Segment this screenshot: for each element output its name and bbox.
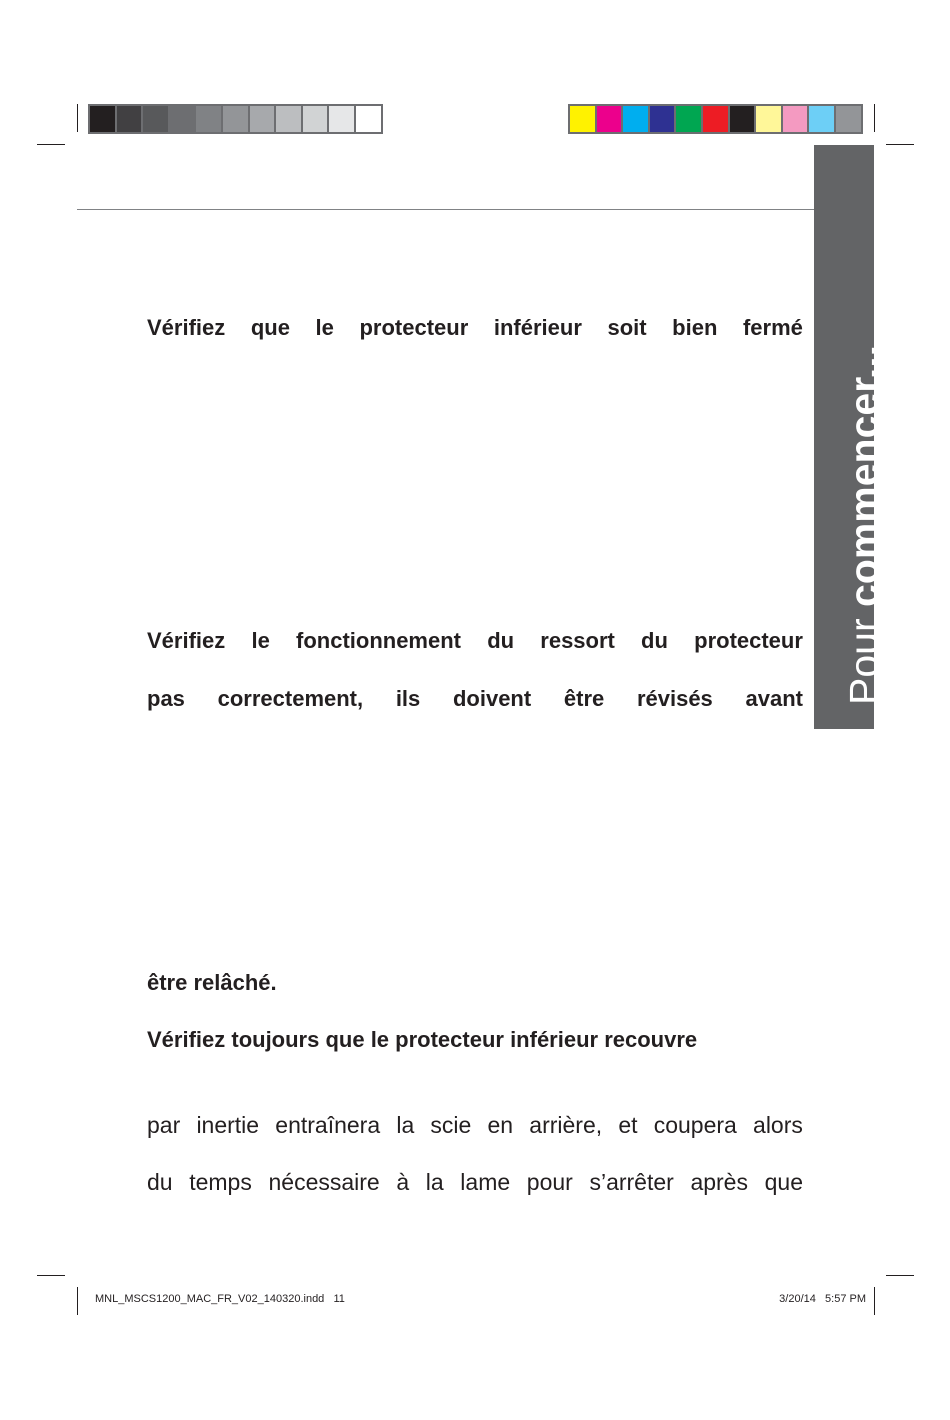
color-swatch — [170, 106, 195, 132]
word: le — [251, 628, 270, 653]
word: lame — [460, 1169, 511, 1195]
word: que — [250, 315, 290, 340]
color-swatch — [117, 106, 142, 132]
process-color-bar — [568, 104, 863, 134]
word: temps — [189, 1169, 252, 1195]
color-swatch — [223, 106, 248, 132]
crop-mark — [874, 1287, 875, 1315]
word: que — [764, 1169, 803, 1195]
color-swatch — [329, 106, 354, 132]
word: et — [618, 1112, 638, 1138]
crop-mark — [77, 104, 78, 132]
word: après — [690, 1169, 748, 1195]
word: protecteur — [359, 315, 469, 340]
word: Vérifiez — [147, 315, 226, 340]
word: bien — [672, 315, 718, 340]
color-swatch — [836, 106, 861, 132]
color-swatch — [570, 106, 595, 132]
body-line: Vérifiez toujours que le protecteur inférieur recouvre — [147, 1027, 698, 1052]
color-swatch — [303, 106, 328, 132]
word: du — [641, 628, 668, 653]
color-swatch — [623, 106, 648, 132]
color-swatch — [143, 106, 168, 132]
word: pas — [147, 686, 185, 711]
body-line: être relâché. — [147, 970, 277, 995]
header-rule — [77, 209, 814, 210]
crop-mark — [874, 104, 875, 132]
color-swatch — [730, 106, 755, 132]
word: inertie — [196, 1112, 260, 1138]
word: du — [147, 1169, 173, 1195]
section-tab-title-light: Pour — [841, 607, 887, 705]
word: le — [315, 315, 334, 340]
word: doivent — [452, 686, 532, 711]
color-swatch — [196, 106, 221, 132]
word: arrière, — [529, 1112, 603, 1138]
section-tab-title-bold: commencer... — [841, 344, 887, 607]
word: être — [563, 686, 605, 711]
word: inférieur — [493, 315, 582, 340]
color-swatch — [597, 106, 622, 132]
body-line — [147, 628, 803, 654]
color-swatch — [783, 106, 808, 132]
word: s’arrêter — [589, 1169, 674, 1195]
slug-filename: MNL_MSCS1200_MAC_FR_V02_140320.indd 11 — [95, 1293, 345, 1305]
word: correctement, — [217, 686, 364, 711]
color-swatch — [676, 106, 701, 132]
color-swatch — [276, 106, 301, 132]
color-swatch — [650, 106, 675, 132]
word: ressort — [540, 628, 615, 653]
word: la — [396, 1112, 415, 1138]
color-swatch — [703, 106, 728, 132]
word: révisés — [636, 686, 713, 711]
word: coupera — [653, 1112, 737, 1138]
word: protecteur — [694, 628, 803, 653]
word: pour — [526, 1169, 573, 1195]
color-swatch — [756, 106, 781, 132]
word: entraînera — [275, 1112, 381, 1138]
body-line — [147, 1169, 803, 1195]
crop-mark — [886, 144, 914, 145]
word: fonctionnement — [296, 628, 461, 653]
word: scie — [430, 1112, 472, 1138]
word: avant — [745, 686, 803, 711]
word: par — [147, 1112, 181, 1138]
body-line — [147, 315, 803, 341]
crop-mark — [886, 1275, 914, 1276]
word: en — [487, 1112, 514, 1138]
slug-datetime: 3/20/14 5:57 PM — [779, 1293, 866, 1305]
color-swatch — [809, 106, 834, 132]
word: Vérifiez — [147, 628, 226, 653]
word: soit — [607, 315, 647, 340]
body-line — [147, 686, 803, 712]
crop-mark — [37, 144, 65, 145]
color-swatch — [250, 106, 275, 132]
word: la — [425, 1169, 444, 1195]
color-swatch — [90, 106, 115, 132]
crop-mark — [77, 1287, 78, 1315]
word: à — [396, 1169, 410, 1195]
color-swatch — [356, 106, 381, 132]
word: alors — [753, 1112, 803, 1138]
word: fermé — [742, 315, 803, 340]
section-tab-title — [841, 344, 887, 705]
body-line — [147, 1112, 803, 1138]
crop-mark — [37, 1275, 65, 1276]
word: ils — [395, 686, 421, 711]
word: nécessaire — [268, 1169, 380, 1195]
grayscale-color-bar — [88, 104, 383, 134]
word: du — [487, 628, 515, 653]
